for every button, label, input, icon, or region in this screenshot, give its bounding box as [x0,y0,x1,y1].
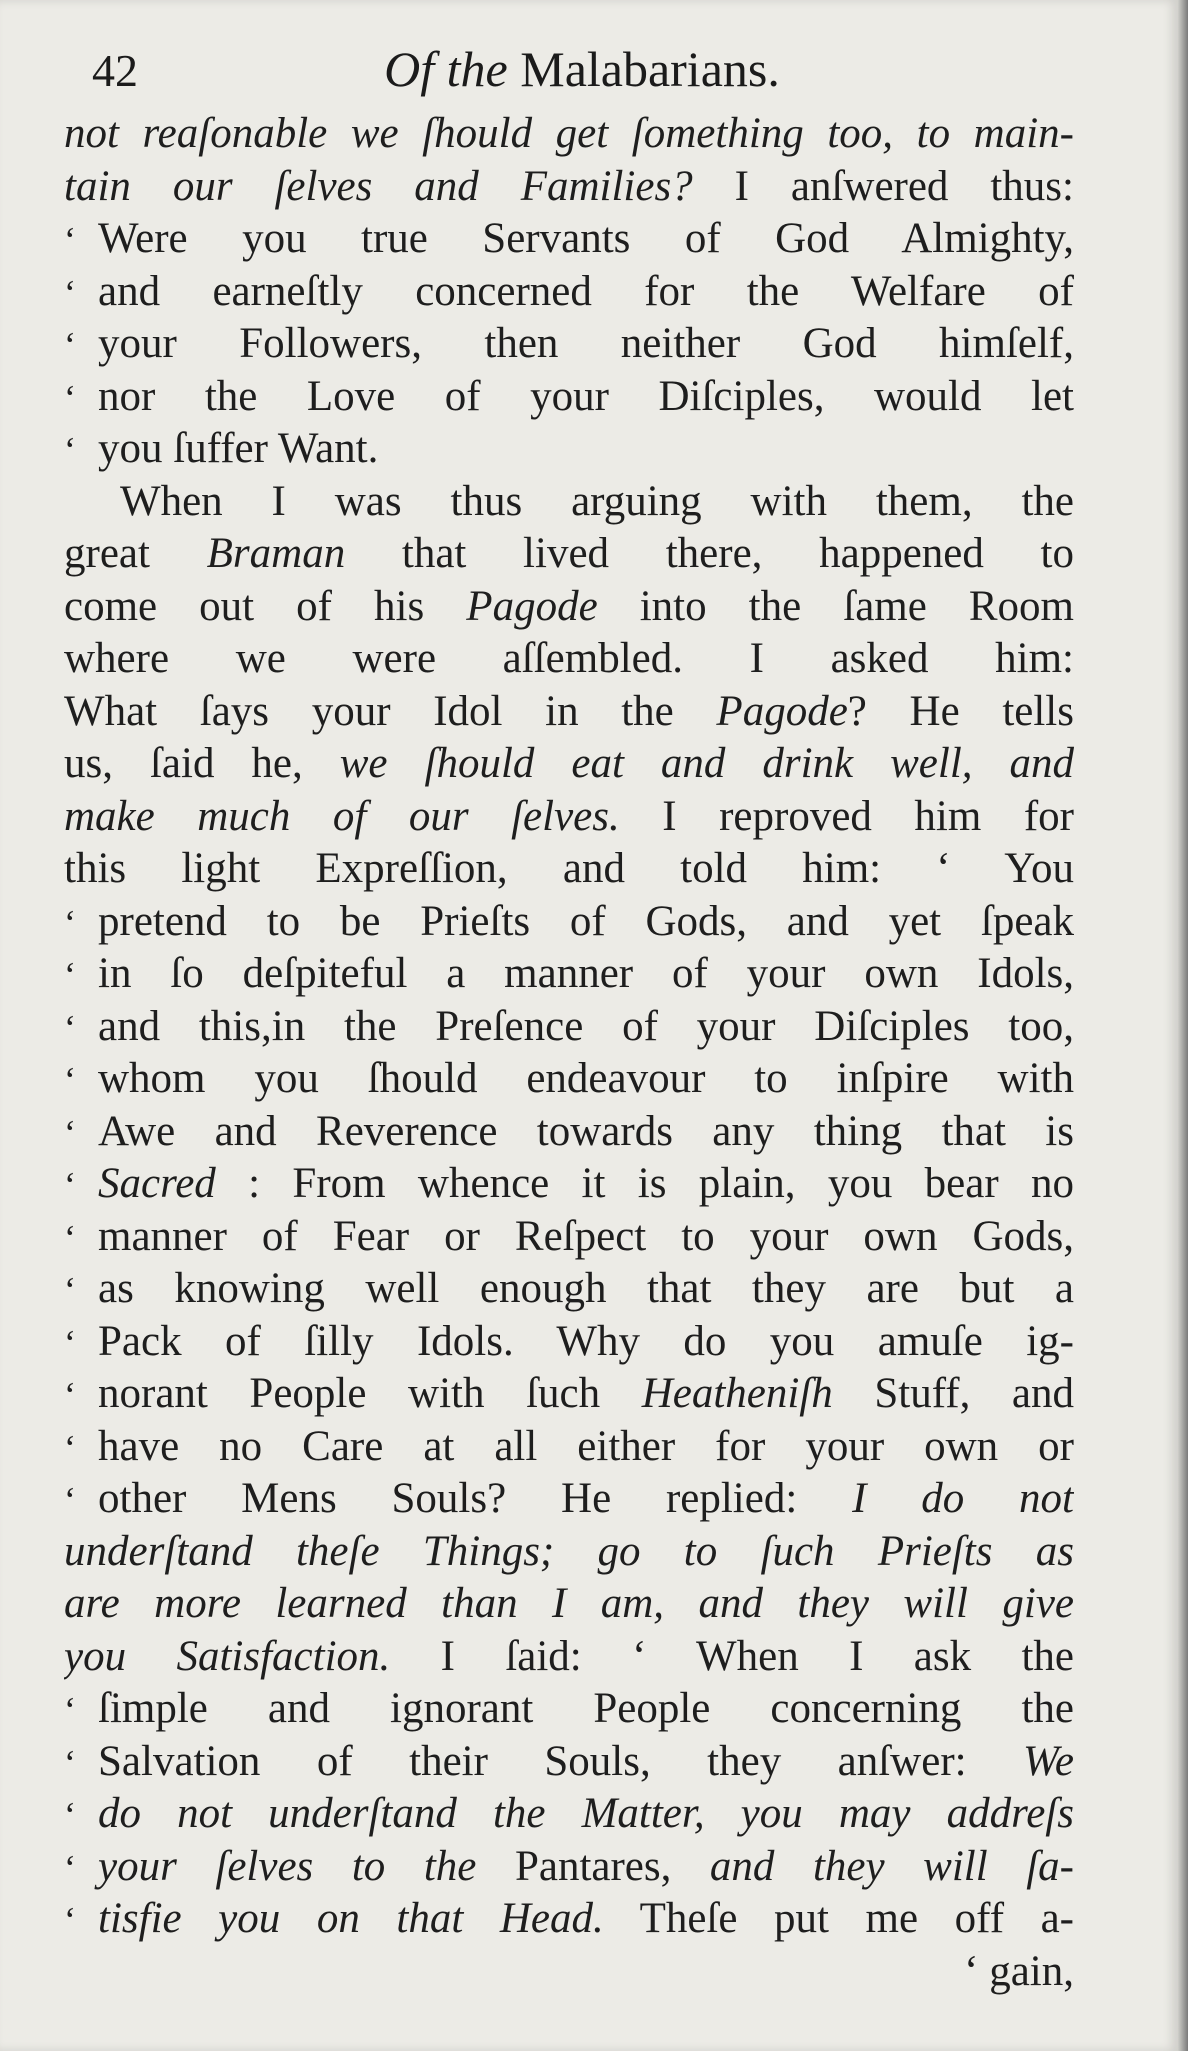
text-line [64,738,1074,791]
text-line [64,843,1074,896]
text-line [64,1158,1074,1211]
italic-text: not reaſonable we ſhould get ſomething too, to main- [64,110,1074,157]
roman-text: your Followers, then neither God himſelf, [98,320,1074,367]
quote-mark: ‘ [64,1742,76,1783]
text-line [64,318,1074,371]
roman-text: and this,in the Preſence of your Diſciples too, [98,1002,1074,1050]
text-line [64,948,1074,1001]
text-line [64,1263,1074,1316]
text-line [64,1841,1074,1894]
running-title [92,40,1072,98]
roman-text: you ſuffer Want. [98,425,379,472]
italic-text: make much of our ſelves. [64,792,620,840]
text-line [64,581,1074,634]
text-line [64,896,1074,949]
roman-text: Pack of ſilly Idols. Why do you amuſe ig- [98,1317,1074,1365]
roman-text: Stuff, and [832,1370,1074,1417]
text-line [64,1001,1074,1054]
roman-text: as knowing well enough that they are but a [98,1265,1074,1312]
roman-text: pretend to be Prieſts of Gods, and yet ſpeak [98,897,1074,945]
text-line [64,1053,1074,1106]
text-line [64,1788,1074,1841]
text-line [64,1421,1074,1474]
text-line [64,1578,1074,1631]
page-number: 42 [92,45,138,96]
italic-text: tisfie you on that Head. [98,1895,604,1942]
text-line [64,1893,1074,1946]
italic-text: Sacred [98,1160,216,1207]
roman-text: come out of his [64,582,467,630]
quote-mark: ‘ [64,1322,76,1363]
italic-text: underſtand theſe Things; go to ſuch Prieſts as [64,1527,1074,1575]
text-line [64,791,1074,844]
roman-text: this light Expreſſion, and told him: ‘ You [64,845,1074,892]
quote-mark: ‘ [64,1165,76,1205]
text-line [64,528,1074,581]
text-line [64,1683,1074,1736]
text-line [64,161,1074,214]
quote-mark: ‘ [64,1112,76,1153]
text-line [64,1211,1074,1264]
text-line [64,1631,1074,1684]
text-line [64,1106,1074,1159]
quote-mark: ‘ [64,377,76,418]
italic-text: I do not [852,1475,1074,1522]
quote-mark: ‘ [64,955,76,995]
roman-text: ‘ gain, [964,1947,1074,1995]
text-line [64,1473,1074,1526]
roman-text: and earneſtly concerned for the Welfare of [98,267,1074,315]
quote-mark: ‘ [64,1217,76,1258]
quote-mark: ‘ [64,1375,76,1415]
roman-text: I anſwered thus: [692,162,1074,210]
text-line [64,213,1074,266]
roman-text: where we were aſſembled. I asked him: [64,635,1074,682]
text-line [64,108,1074,161]
italic-text: are more learned than I am, and they will give [64,1580,1074,1627]
quote-mark: ‘ [64,1060,76,1100]
roman-text: into the ſame Room [597,582,1074,630]
quote-mark: ‘ [64,1427,76,1468]
quote-mark: ‘ [64,902,76,943]
roman-text: in ſo deſpiteful a manner of your own Idols, [98,950,1074,997]
text-line [64,1316,1074,1369]
roman-text: When I was thus arguing with them, the [120,477,1074,525]
text-line [64,423,1074,476]
text-line [64,266,1074,319]
quote-mark: ‘ [64,1007,76,1048]
roman-text: norant People with ſuch [98,1370,642,1417]
roman-text: have no Care at all either for your own or [98,1422,1074,1470]
italic-text: tain our ſelves and Families? [64,162,693,210]
quote-mark: ‘ [64,272,76,313]
roman-text: Were you true Servants of God Almighty, [98,215,1074,262]
italic-text: you Satisfaction. [64,1632,391,1680]
roman-text: Pantares, [514,1842,672,1890]
text-line [64,686,1074,739]
text-line [64,371,1074,424]
page-edge [1178,0,1188,2051]
roman-text: Theſe put me off a- [603,1895,1074,1942]
quote-mark: ‘ [64,1795,76,1835]
text-line [64,1946,1074,1999]
running-title-roman: Malabarians. [520,41,780,97]
roman-text: that lived there, happened to [345,530,1074,577]
italic-text: Pagode [716,687,848,735]
roman-text: What ſays your Idol in the [64,687,717,735]
text-line [64,1368,1074,1421]
italic-text: and they will ſa- [671,1842,1074,1890]
quote-mark: ‘ [64,1900,76,1940]
italic-text: We [1023,1737,1074,1785]
running-header [92,40,1072,110]
quote-mark: ‘ [64,1270,76,1310]
roman-text: great [64,530,207,577]
roman-text: nor the Love of your Diſciples, would let [98,372,1074,420]
roman-text: I reproved him for [619,792,1074,840]
text-line [64,1526,1074,1579]
roman-text: Salvation of their Souls, they anſwer: [98,1737,1024,1785]
roman-text: ſimple and ignorant People concerning the [98,1685,1074,1732]
italic-text: Braman [206,530,346,577]
body-text [64,108,1074,1998]
text-line [64,633,1074,686]
text-line [64,476,1074,529]
roman-text: Awe and Reverence towards any thing that is [98,1107,1074,1155]
roman-text: us, ſaid he, [64,740,340,787]
quote-mark: ‘ [64,1847,76,1888]
italic-text: Heatheniſh [641,1370,833,1417]
quote-mark: ‘ [64,1690,76,1730]
running-title-italic: Of the [384,41,508,97]
quote-mark: ‘ [64,325,76,365]
roman-text: : From whence it is plain, you bear no [215,1160,1074,1207]
italic-text: we ſhould eat and drink well, and [339,740,1074,787]
italic-text: do not underſtand the Matter, you may addreſs [98,1790,1074,1837]
roman-text: other Mens Souls? He replied: [98,1475,853,1522]
roman-text: ? He tells [847,687,1074,735]
text-line [64,1736,1074,1789]
italic-text: Pagode [466,582,598,630]
quote-mark: ‘ [64,1480,76,1520]
quote-mark: ‘ [64,430,76,470]
quote-mark: ‘ [64,220,76,260]
roman-text: manner of Fear or Reſpect to your own Gods, [98,1212,1074,1260]
roman-text: whom you ſhould endeavour to inſpire with [98,1055,1074,1102]
italic-text: your ſelves to the [98,1842,515,1890]
roman-text: I ſaid: ‘ When I ask the [390,1632,1074,1680]
